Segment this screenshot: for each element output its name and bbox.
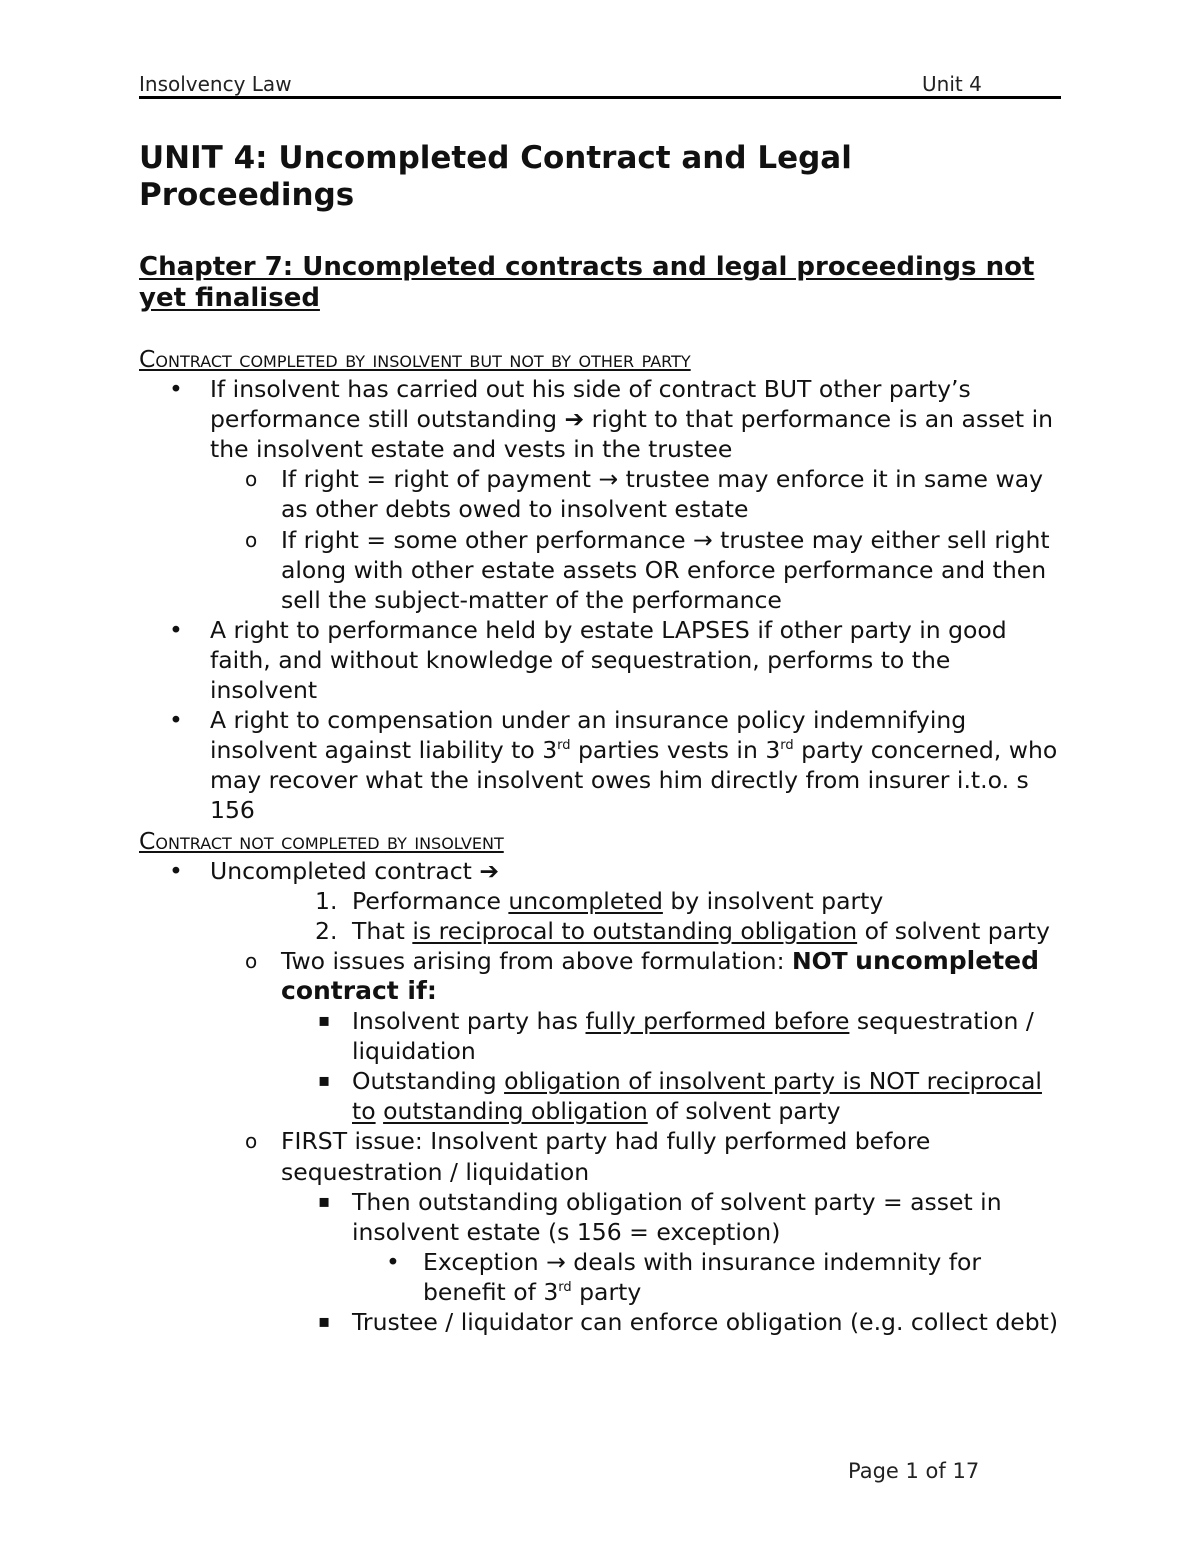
- arrow-icon: ➔: [564, 405, 585, 434]
- list-item: o Two issues arising from above formulation: NOT uncompleted contract if:: [245, 945, 1040, 1005]
- list-item: • A right to compensation under an insurance policy indemnifying insolvent against liability to 3rd parties vests in 3rd party concerned, who may recover what the insolvent owes him directly from insurer i.t.o. s 156: [169, 706, 1058, 825]
- list-item: • If insolvent has carried out his side of contract BUT other party’s performance still outstanding ➔ right to that performance is an asset in the insolvent estate and vests in the trustee: [169, 375, 1053, 464]
- document-body: [139, 344, 1064, 1337]
- page-number: Page 1 of 17: [848, 1459, 980, 1483]
- list-item: o FIRST issue: Insolvent party had fully performed before sequestration / liquidation: [245, 1127, 931, 1186]
- header-left: Insolvency Law: [139, 72, 292, 96]
- list-item: ▪ Trustee / liquidator can enforce obligation (e.g. collect debt): [318, 1308, 1059, 1336]
- circle-marker: o: [245, 527, 258, 552]
- circle-marker: o: [245, 467, 258, 492]
- circle-marker: o: [245, 948, 258, 973]
- list-item: ▪ Insolvent party has fully performed before sequestration / liquidation: [318, 1007, 1034, 1066]
- square-marker: ▪: [318, 1190, 331, 1212]
- list-item: ▪ Then outstanding obligation of solvent party = asset in insolvent estate (s 156 = exception): [318, 1187, 1002, 1246]
- circle-marker: o: [245, 1129, 258, 1154]
- list-item: ▪ Outstanding obligation of insolvent party is NOT reciprocal to outstanding obligation of solvent party: [318, 1067, 1042, 1126]
- square-marker: ▪: [318, 1070, 331, 1092]
- numbered-item: 1. Performance uncompleted by insolvent party: [315, 886, 884, 915]
- list-item: • Exception → deals with insurance indemnity for benefit of 3rd party: [386, 1247, 982, 1306]
- numbered-item: 2. That is reciprocal to outstanding obligation of solvent party: [315, 916, 1050, 945]
- list-item: • Uncompleted contract ➔: [169, 856, 500, 885]
- list-item: o If right = some other performance → trustee may either sell right along with other estate assets OR enforce performance and then sell the subject-matter of the performance: [245, 525, 1050, 614]
- number-marker: 2.: [315, 916, 338, 945]
- square-marker: ▪: [318, 1010, 331, 1032]
- chapter-heading: Chapter 7: Uncompleted contracts and legal proceedings not yet finalised: [139, 252, 1035, 313]
- header-rule: [139, 96, 1061, 99]
- list-item: • A right to performance held by estate LAPSES if other party in good faith, and without knowledge of sequestration, performs to the insolvent: [169, 615, 1007, 705]
- bullet-marker: •: [386, 1247, 400, 1276]
- page-title: UNIT 4: Uncompleted Contract and Legal Proceedings: [139, 140, 852, 213]
- bullet-marker: •: [169, 375, 183, 404]
- number-marker: 1.: [315, 886, 338, 915]
- bullet-marker: •: [169, 615, 183, 644]
- section-heading-contract-completed: Contract completed by insolvent but not by other party: [139, 345, 691, 373]
- header-right: Unit 4: [922, 72, 982, 96]
- bullet-marker: •: [169, 856, 183, 885]
- section-heading-contract-not-completed: Contract not completed by insolvent: [139, 826, 504, 855]
- list-item: o If right = right of payment → trustee may enforce it in same way as other debts owed to insolvent estate: [245, 465, 1044, 524]
- square-marker: ▪: [318, 1311, 331, 1332]
- arrow-icon: ➔: [479, 856, 500, 885]
- bullet-marker: •: [169, 706, 183, 735]
